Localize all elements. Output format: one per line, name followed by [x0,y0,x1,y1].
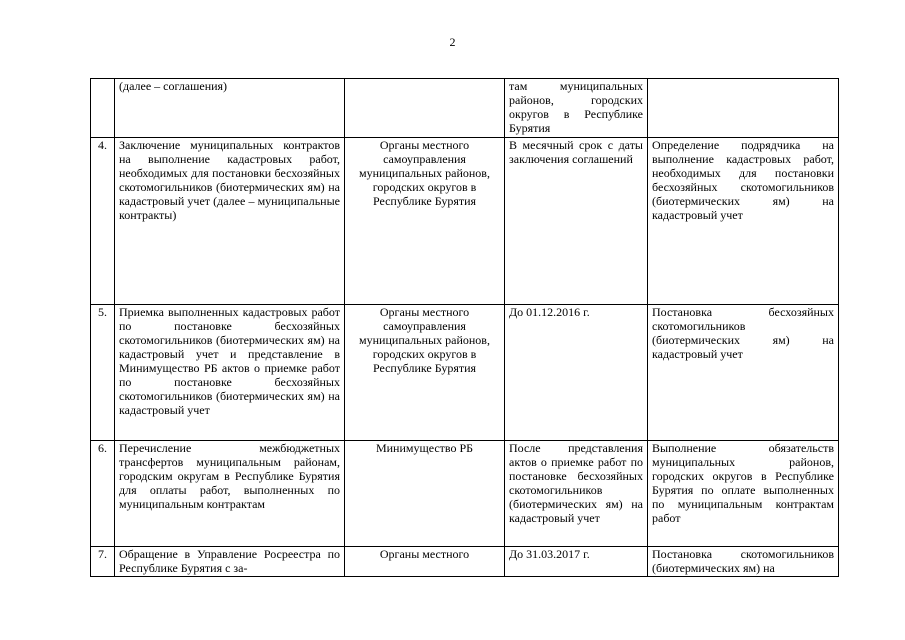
executor-cell: Минимущество РБ [345,441,505,547]
event-cell: (далее – соглашения) [115,79,345,138]
result-cell: Постановка скотомогильников (биотермических ям) на [648,547,839,577]
row-number [91,79,115,138]
executor-cell: Органы местного самоуправления муниципальных районов, городских округов в Республике Бурятия [345,138,505,305]
table-row [91,79,839,138]
row-number: 6. [91,441,115,547]
event-cell: Перечисление межбюджетных трансфертов муниципальным районам, городским округам в Республике Бурятия для оплаты работ, выполненных по муниципальным контрактам [115,441,345,547]
event-cell: Обращение в Управление Росреестра по Республике Бурятия с за- [115,547,345,577]
table-row [91,547,839,577]
result-cell: Постановка бесхозяйных скотомогильников (биотермических ям) на кадастровый учет [648,305,839,441]
measures-table [90,78,839,577]
result-cell: Выполнение обязательств муниципальных районов, городских округов в Республике Бурятия по оплате выполненных по муниципальным контрактам работ [648,441,839,547]
deadline-cell: После представления актов о приемке работ по постановке бесхозяйных скотомогильников (биотермических ям) на кадастровый учет [505,441,648,547]
event-cell: Приемка выполненных кадастровых работ по постановке бесхозяйных скотомогильников (биотермических ям) на кадастровый учет и представление в Минимущество РБ актов о приемке работ по постановке бесхозяйных скотомогильников (биотермических ям) на кадастровый учет [115,305,345,441]
executor-cell: Органы местного самоуправления муниципальных районов, городских округов в Республике Бурятия [345,305,505,441]
result-cell: Определение подрядчика на выполнение кадастровых работ, необходимых для постановки бесхозяйных скотомогильников (биотермических ям) на кадастровый учет [648,138,839,305]
result-cell [648,79,839,138]
table-row [91,305,839,441]
deadline-cell: До 31.03.2017 г. [505,547,648,577]
executor-cell [345,79,505,138]
executor-cell: Органы местного [345,547,505,577]
table-row [91,138,839,305]
row-number: 4. [91,138,115,305]
table-row [91,441,839,547]
row-number: 5. [91,305,115,441]
deadline-cell: До 01.12.2016 г. [505,305,648,441]
event-cell: Заключение муниципальных контрактов на выполнение кадастровых работ, необходимых для постановки бесхозяйных скотомогильников (биотермических ям) на кадастровый учет (далее – муниципальные контракты) [115,138,345,305]
deadline-cell: там муниципальных районов, городских округов в Республике Бурятия [505,79,648,138]
page-number: 2 [449,35,456,49]
row-number: 7. [91,547,115,577]
deadline-cell: В месячный срок с даты заключения соглашений [505,138,648,305]
